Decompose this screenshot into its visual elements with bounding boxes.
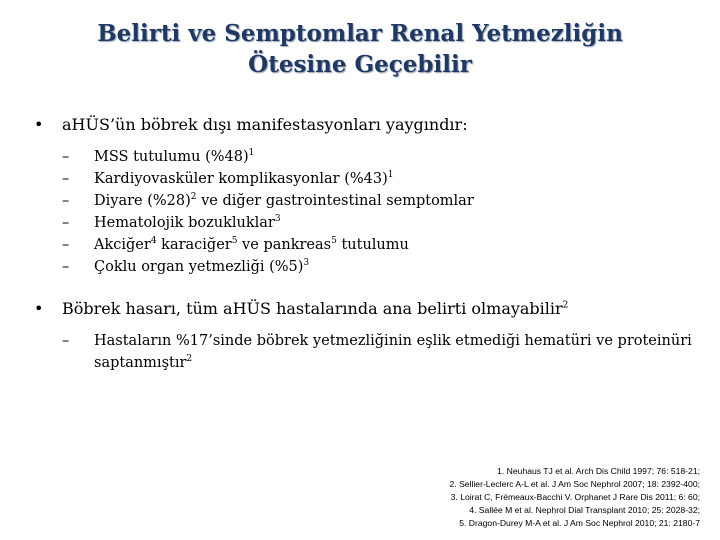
dash-marker: – — [62, 333, 70, 349]
dash-marker: – — [62, 237, 70, 253]
citation-sup: 3 — [274, 214, 281, 225]
title-line-1: Belirti ve Semptomlar Renal Yetmezliğin — [97, 20, 623, 47]
sub-item-text: MSS tutulumu $(\%48)^1$ — [94, 148, 255, 165]
sub-item-text: Çoklu organ yetmezliği $(\%5)^3$ — [94, 258, 310, 275]
dash-marker: – — [62, 193, 70, 209]
dash-marker: – — [62, 259, 70, 275]
bullet-text — [62, 298, 568, 320]
bullet-row — [34, 114, 694, 136]
citation-sup: 2 — [562, 300, 569, 311]
title-line-2: Ötesine Geçebilir — [248, 51, 472, 78]
citation-sup: 1 — [248, 148, 255, 159]
citation-sup: 5 — [331, 236, 337, 247]
citation-sup: 2 — [186, 354, 193, 365]
citation-sup: 5 — [231, 236, 238, 247]
bullet-text-main: Böbrek hasarı, tüm aHÜS hastalarında ana belirti olmayabilir — [62, 299, 563, 318]
bullet-dot: • — [34, 115, 44, 134]
bullet-renal — [34, 298, 694, 374]
citation-sup: 4 — [150, 236, 157, 247]
sub-item — [62, 168, 694, 190]
sub-item — [62, 234, 694, 256]
dash-marker: – — [62, 171, 70, 187]
references — [320, 465, 700, 530]
bullet-dot: • — [34, 299, 44, 318]
dash-marker: – — [62, 149, 70, 165]
bullet-row — [34, 298, 694, 320]
renal-sublist — [62, 330, 694, 374]
extrarenal-sublist — [62, 146, 694, 278]
sub-item-text: Akciğer$^4$ karaciğer$^5$ ve pankreas$^5$ tutulumu — [94, 236, 409, 253]
sub-item-text: Hastaların %17’sinde böbrek yetmezliğinin eşlik etmediği hematüri ve proteinüri saptanmıştır$^2$ — [94, 333, 692, 371]
sub-item-text: Kardiyovasküler komplikasyonlar $(\%43)^1$ — [94, 170, 394, 187]
citation-sup: 2 — [190, 192, 197, 203]
reference-line: 5. Dragon-Durey M-A et al. J Am Soc Nephrol 2010; 21: 2180-7 — [459, 518, 700, 528]
slide-title — [40, 18, 680, 80]
reference-line: 4. Sallée M et al. Nephrol Dial Transplant 2010; 25: 2028-32; — [469, 505, 700, 515]
sub-item-text: Hematolojik bozukluklar$^3$ — [94, 214, 281, 231]
sub-item-text: Diyare $(\%28)^2$ ve diğer gastrointestinal semptomlar — [94, 192, 474, 209]
slide-content — [34, 114, 694, 374]
citation-sup: 1 — [387, 170, 394, 181]
reference-line: 2. Sellier-Leclerc A-L et al. J Am Soc Nephrol 2007; 18: 2392-400; — [449, 479, 700, 489]
dash-marker: – — [62, 215, 70, 231]
sub-item — [62, 330, 694, 374]
reference-line: 3. Loirat C, Frémeaux-Bacchi V. Orphanet J Rare Dis 2011; 6: 60; — [450, 492, 700, 502]
reference-line: 1. Neuhaus TJ et al. Arch Dis Child 1997; 76: 518-21; — [497, 466, 700, 476]
bullet-extrarenal — [34, 114, 694, 278]
sub-item — [62, 190, 694, 212]
bullet-text: aHÜS’ün böbrek dışı manifestasyonları yaygındır: — [62, 115, 468, 134]
sub-item — [62, 256, 694, 278]
sub-item — [62, 212, 694, 234]
citation-sup: 3 — [303, 258, 310, 269]
sub-item — [62, 146, 694, 168]
